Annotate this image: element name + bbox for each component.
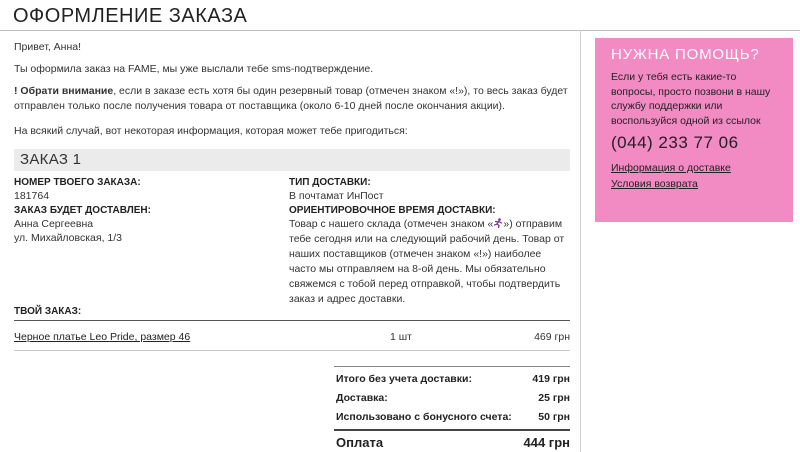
recipient-address: ул. Михайловская, 1/3 — [14, 232, 123, 244]
total-value: 444 грн — [523, 435, 570, 450]
notice-line1: , если в заказе есть хотя бы один резервный товар (отмечен знаком «!»), то весь заказ будет — [113, 85, 568, 97]
delivery-type: В почтамат ИнПост — [289, 190, 384, 202]
items-bottom-divider — [14, 350, 570, 351]
order-header — [14, 149, 570, 171]
recipient-name: Анна Сергеевна — [14, 218, 94, 230]
item-name-link[interactable]: Черное платье Leo Pride, размер 46 — [14, 331, 191, 343]
notice-line2: отправлен только после получения товара от поставщика (около 6-10 дней после окончания акции). — [14, 100, 505, 112]
your-order-label: ТВОЙ ЗАКАЗ: — [14, 306, 82, 317]
eta-text — [289, 217, 579, 307]
notice-bold: Обрати внимание — [20, 85, 114, 97]
eta-line1a: Товар с нашего склада (отмечен знаком « — [289, 218, 494, 230]
greeting-text: Привет, Анна! — [14, 41, 82, 53]
runner-icon — [493, 218, 503, 228]
order-heading: ЗАКАЗ 1 — [20, 151, 82, 168]
order-number: 181764 — [14, 190, 50, 202]
eta-line2: тебе сегодня или на следующий рабочий день. Товар от — [289, 233, 565, 245]
notice-mark: ! — [14, 85, 21, 97]
help-box — [595, 38, 793, 222]
item-qty: 1 шт — [390, 331, 412, 343]
help-phone: (044) 233 77 06 — [611, 133, 739, 152]
subtotal-value: 419 грн — [532, 373, 570, 385]
eta-line3: наших поставщиков (отмечен знаком «!») наиболее — [289, 248, 542, 260]
eta-line6: заказ и адрес доставки. — [289, 293, 406, 305]
help-title: НУЖНА ПОМОЩЬ? — [611, 46, 760, 63]
subtotal-label: Итого без учета доставки: — [336, 373, 472, 385]
bonus-value: 50 грн — [538, 411, 570, 423]
delivered-label: ЗАКАЗ БУДЕТ ДОСТАВЛЕН: — [14, 205, 151, 216]
page-title: ОФОРМЛЕНИЕ ЗАКАЗА — [13, 5, 248, 27]
order-number-label: НОМЕР ТВОЕГО ЗАКАЗА: — [14, 177, 141, 188]
eta-line5: свяжемся с тобой перед отправкой, чтобы подтвердить — [289, 278, 561, 290]
item-price: 469 грн — [534, 331, 570, 343]
info-text: На всякий случай, вот некоторая информация, которая может тебе пригодиться: — [14, 125, 408, 137]
delivery-cost-value: 25 грн — [538, 392, 570, 404]
column-divider — [580, 30, 581, 452]
total-label: Оплата — [336, 435, 384, 450]
delivery-info-link[interactable]: Информация о доставке — [611, 162, 731, 174]
help-text: Если у тебя есть какие-то вопросы, просто позвони в нашу службу поддержки или воспользуйся одной из ссылок — [611, 71, 771, 127]
return-policy-link[interactable]: Условия возврата — [611, 178, 698, 190]
title-divider — [0, 30, 800, 31]
eta-line1b: ») отправим — [503, 218, 563, 230]
notice-text — [14, 84, 574, 114]
order-items-divider — [14, 320, 570, 321]
eta-label: ОРИЕНТИРОВОЧНОЕ ВРЕМЯ ДОСТАВКИ: — [289, 205, 496, 216]
eta-line4: часто мы отправляем на 8-ой день. Мы обязательно — [289, 263, 546, 275]
delivery-cost-label: Доставка: — [336, 392, 388, 404]
sms-text: Ты оформила заказ на FAME, мы уже выслали тебе sms-подтверждение. — [14, 63, 374, 75]
bonus-label: Использовано с бонусного счета: — [336, 411, 512, 423]
delivery-type-label: ТИП ДОСТАВКИ: — [289, 177, 371, 188]
total-divider — [334, 429, 570, 431]
totals-top-divider — [334, 366, 570, 367]
